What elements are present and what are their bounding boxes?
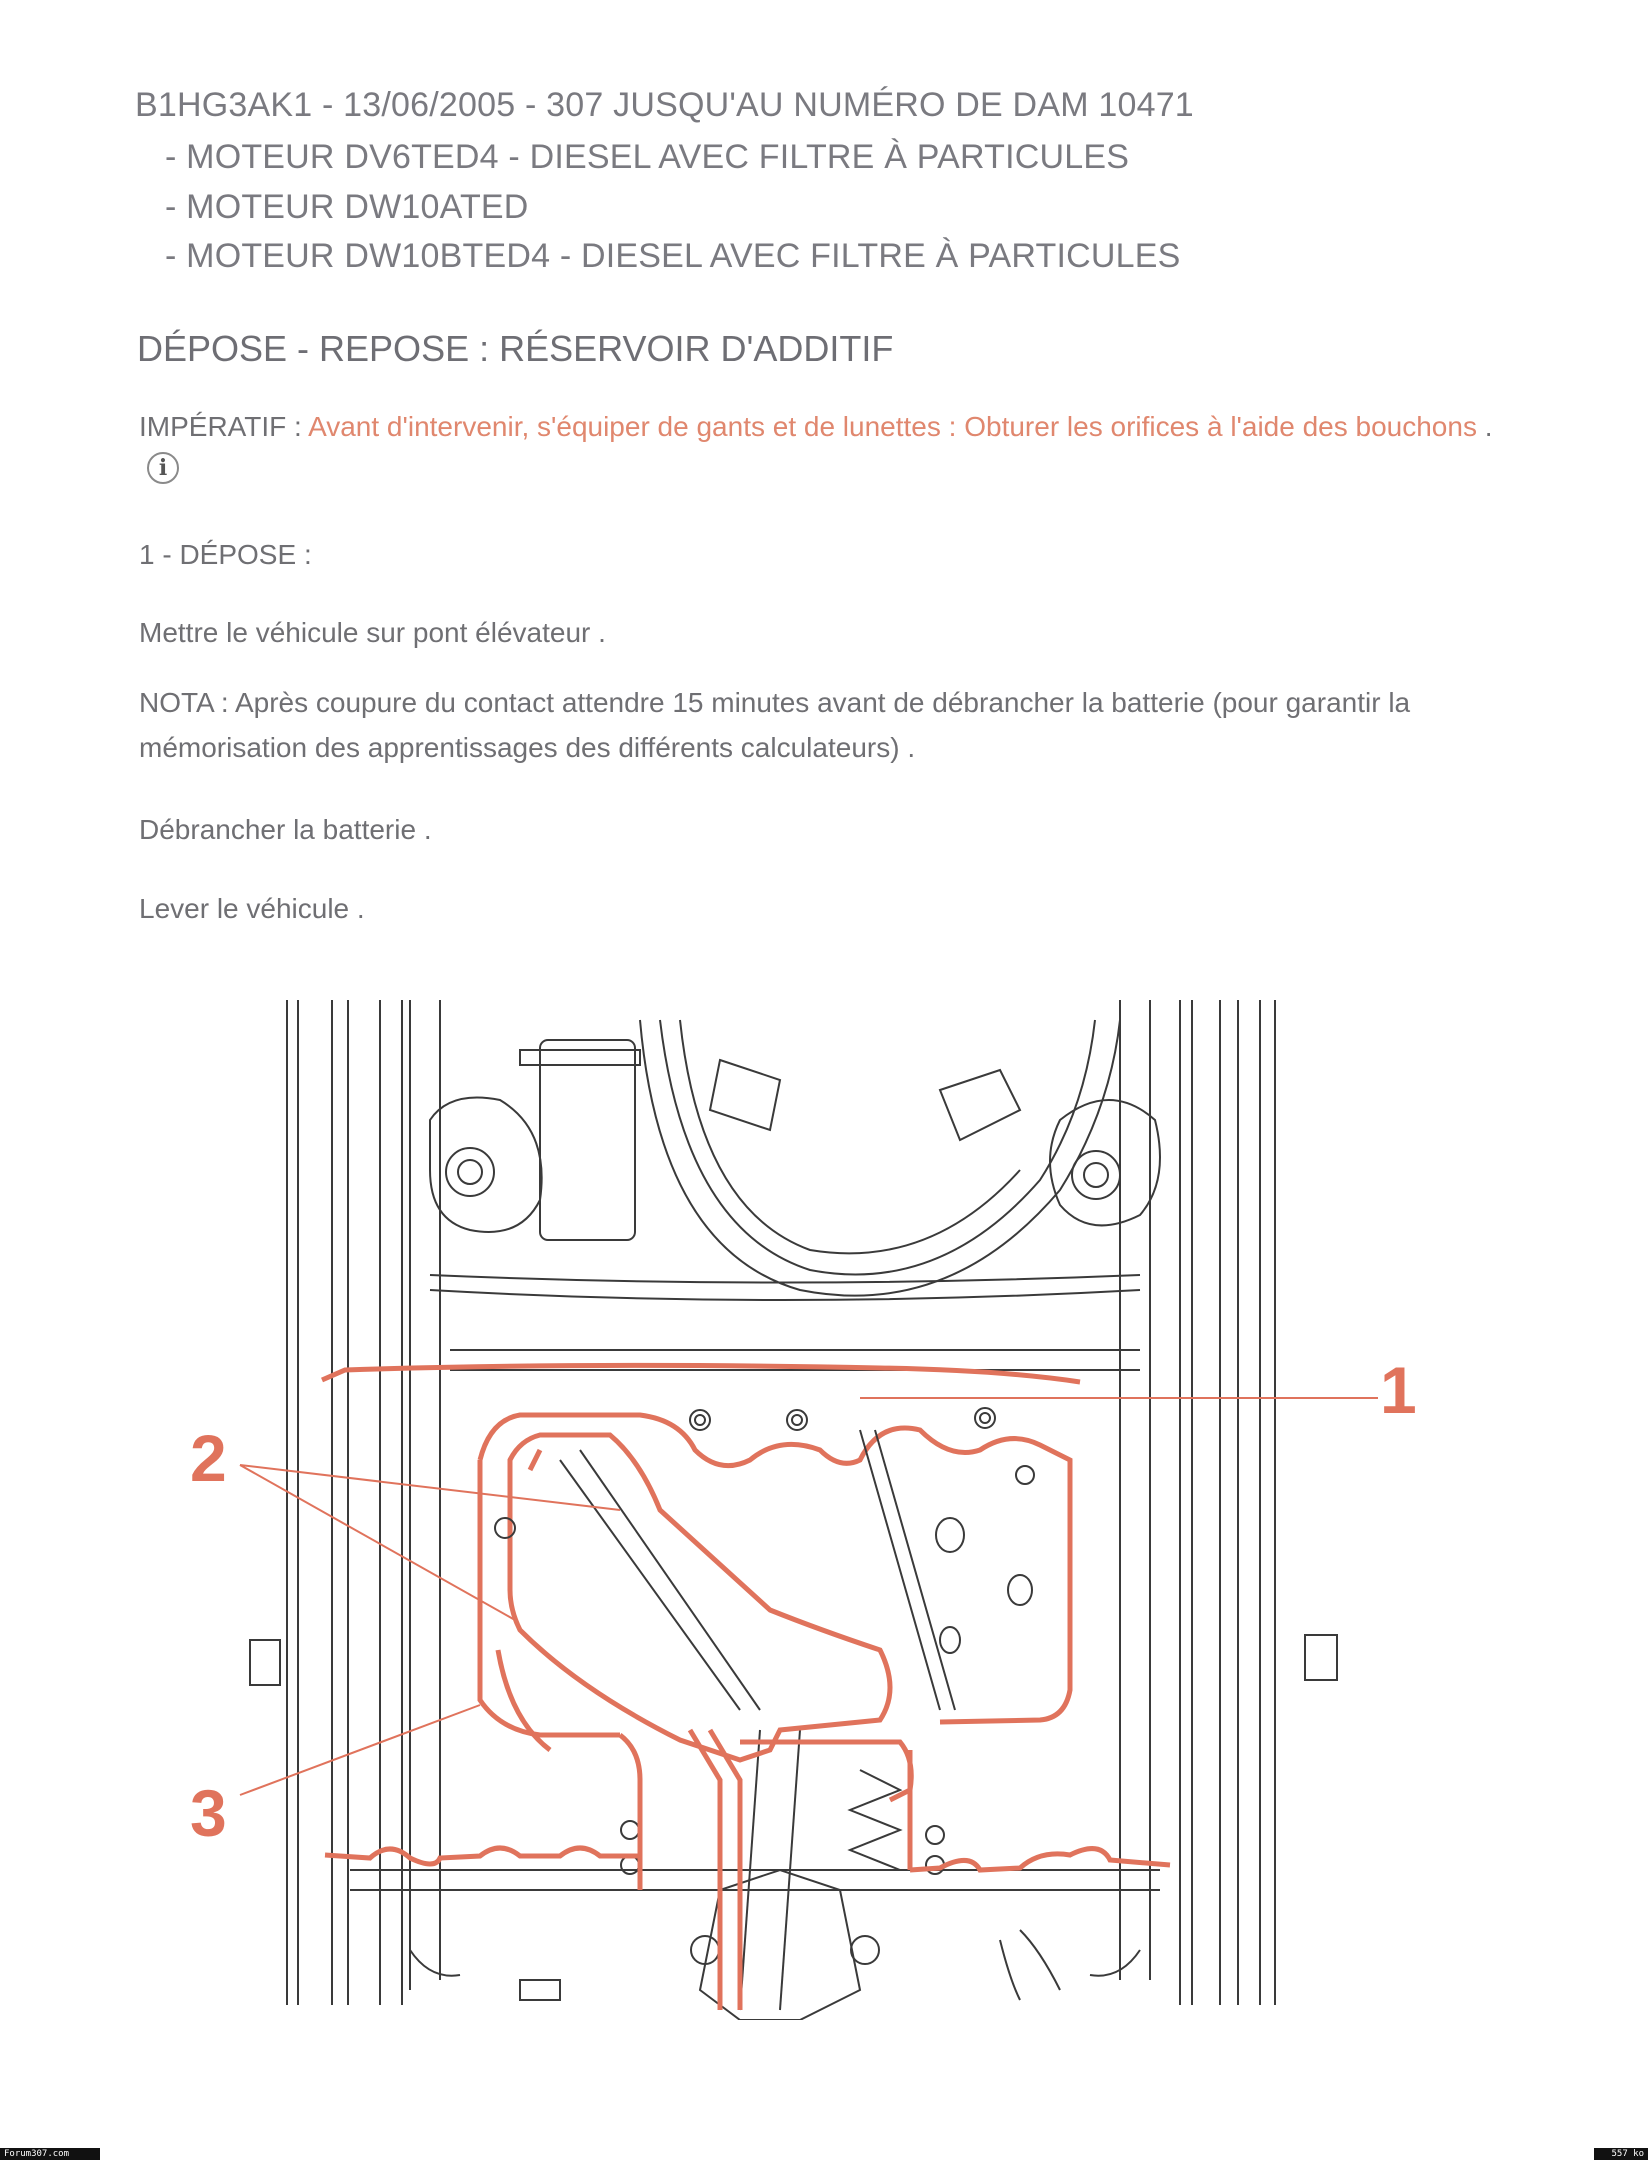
step-lever: Lever le véhicule .	[139, 893, 365, 924]
step-mettre: Mettre le véhicule sur pont élévateur .	[139, 617, 606, 648]
footer-size: 557 ko	[1594, 2148, 1648, 2160]
callout-2: 2	[190, 1421, 227, 1495]
chassis-linework	[250, 1000, 1337, 2020]
depose-heading: 1 - DÉPOSE :	[139, 539, 312, 570]
nota-paragraph: NOTA : Après coupure du contact attendre 15 minutes avant de débrancher la batterie (pour garantir la mémorisation des apprentissages des différents calculateurs) .	[139, 687, 1411, 763]
callout-3: 3	[190, 1776, 227, 1850]
imperatif-label: IMPÉRATIF :	[139, 411, 309, 442]
doc-reference-line: B1HG3AK1 - 13/06/2005 - 307 JUSQU'AU NUMÉRO DE DAM 10471	[135, 86, 1194, 124]
engine-line-dw10bted4: - MOTEUR DW10BTED4 - DIESEL AVEC FILTRE À PARTICULES	[165, 237, 1181, 275]
footer-source: Forum307.com	[0, 2148, 100, 2160]
imperatif-paragraph	[139, 404, 1519, 494]
technical-drawing	[180, 990, 1380, 2020]
imperatif-suffix: .	[1476, 411, 1493, 442]
info-icon[interactable]: i	[147, 452, 179, 484]
imperatif-warning-text: Avant d'intervenir, s'équiper de gants et de lunettes : Obturer les orifices à l'aide des bouchons	[308, 411, 1477, 442]
engine-line-dw10ated: - MOTEUR DW10ATED	[165, 188, 529, 226]
step-debrancher: Débrancher la batterie .	[139, 814, 432, 845]
callout-1: 1	[1380, 1353, 1417, 1427]
engine-line-dv6ted4: - MOTEUR DV6TED4 - DIESEL AVEC FILTRE À PARTICULES	[165, 138, 1130, 176]
page-title: DÉPOSE - REPOSE : RÉSERVOIR D'ADDITIF	[137, 328, 894, 369]
